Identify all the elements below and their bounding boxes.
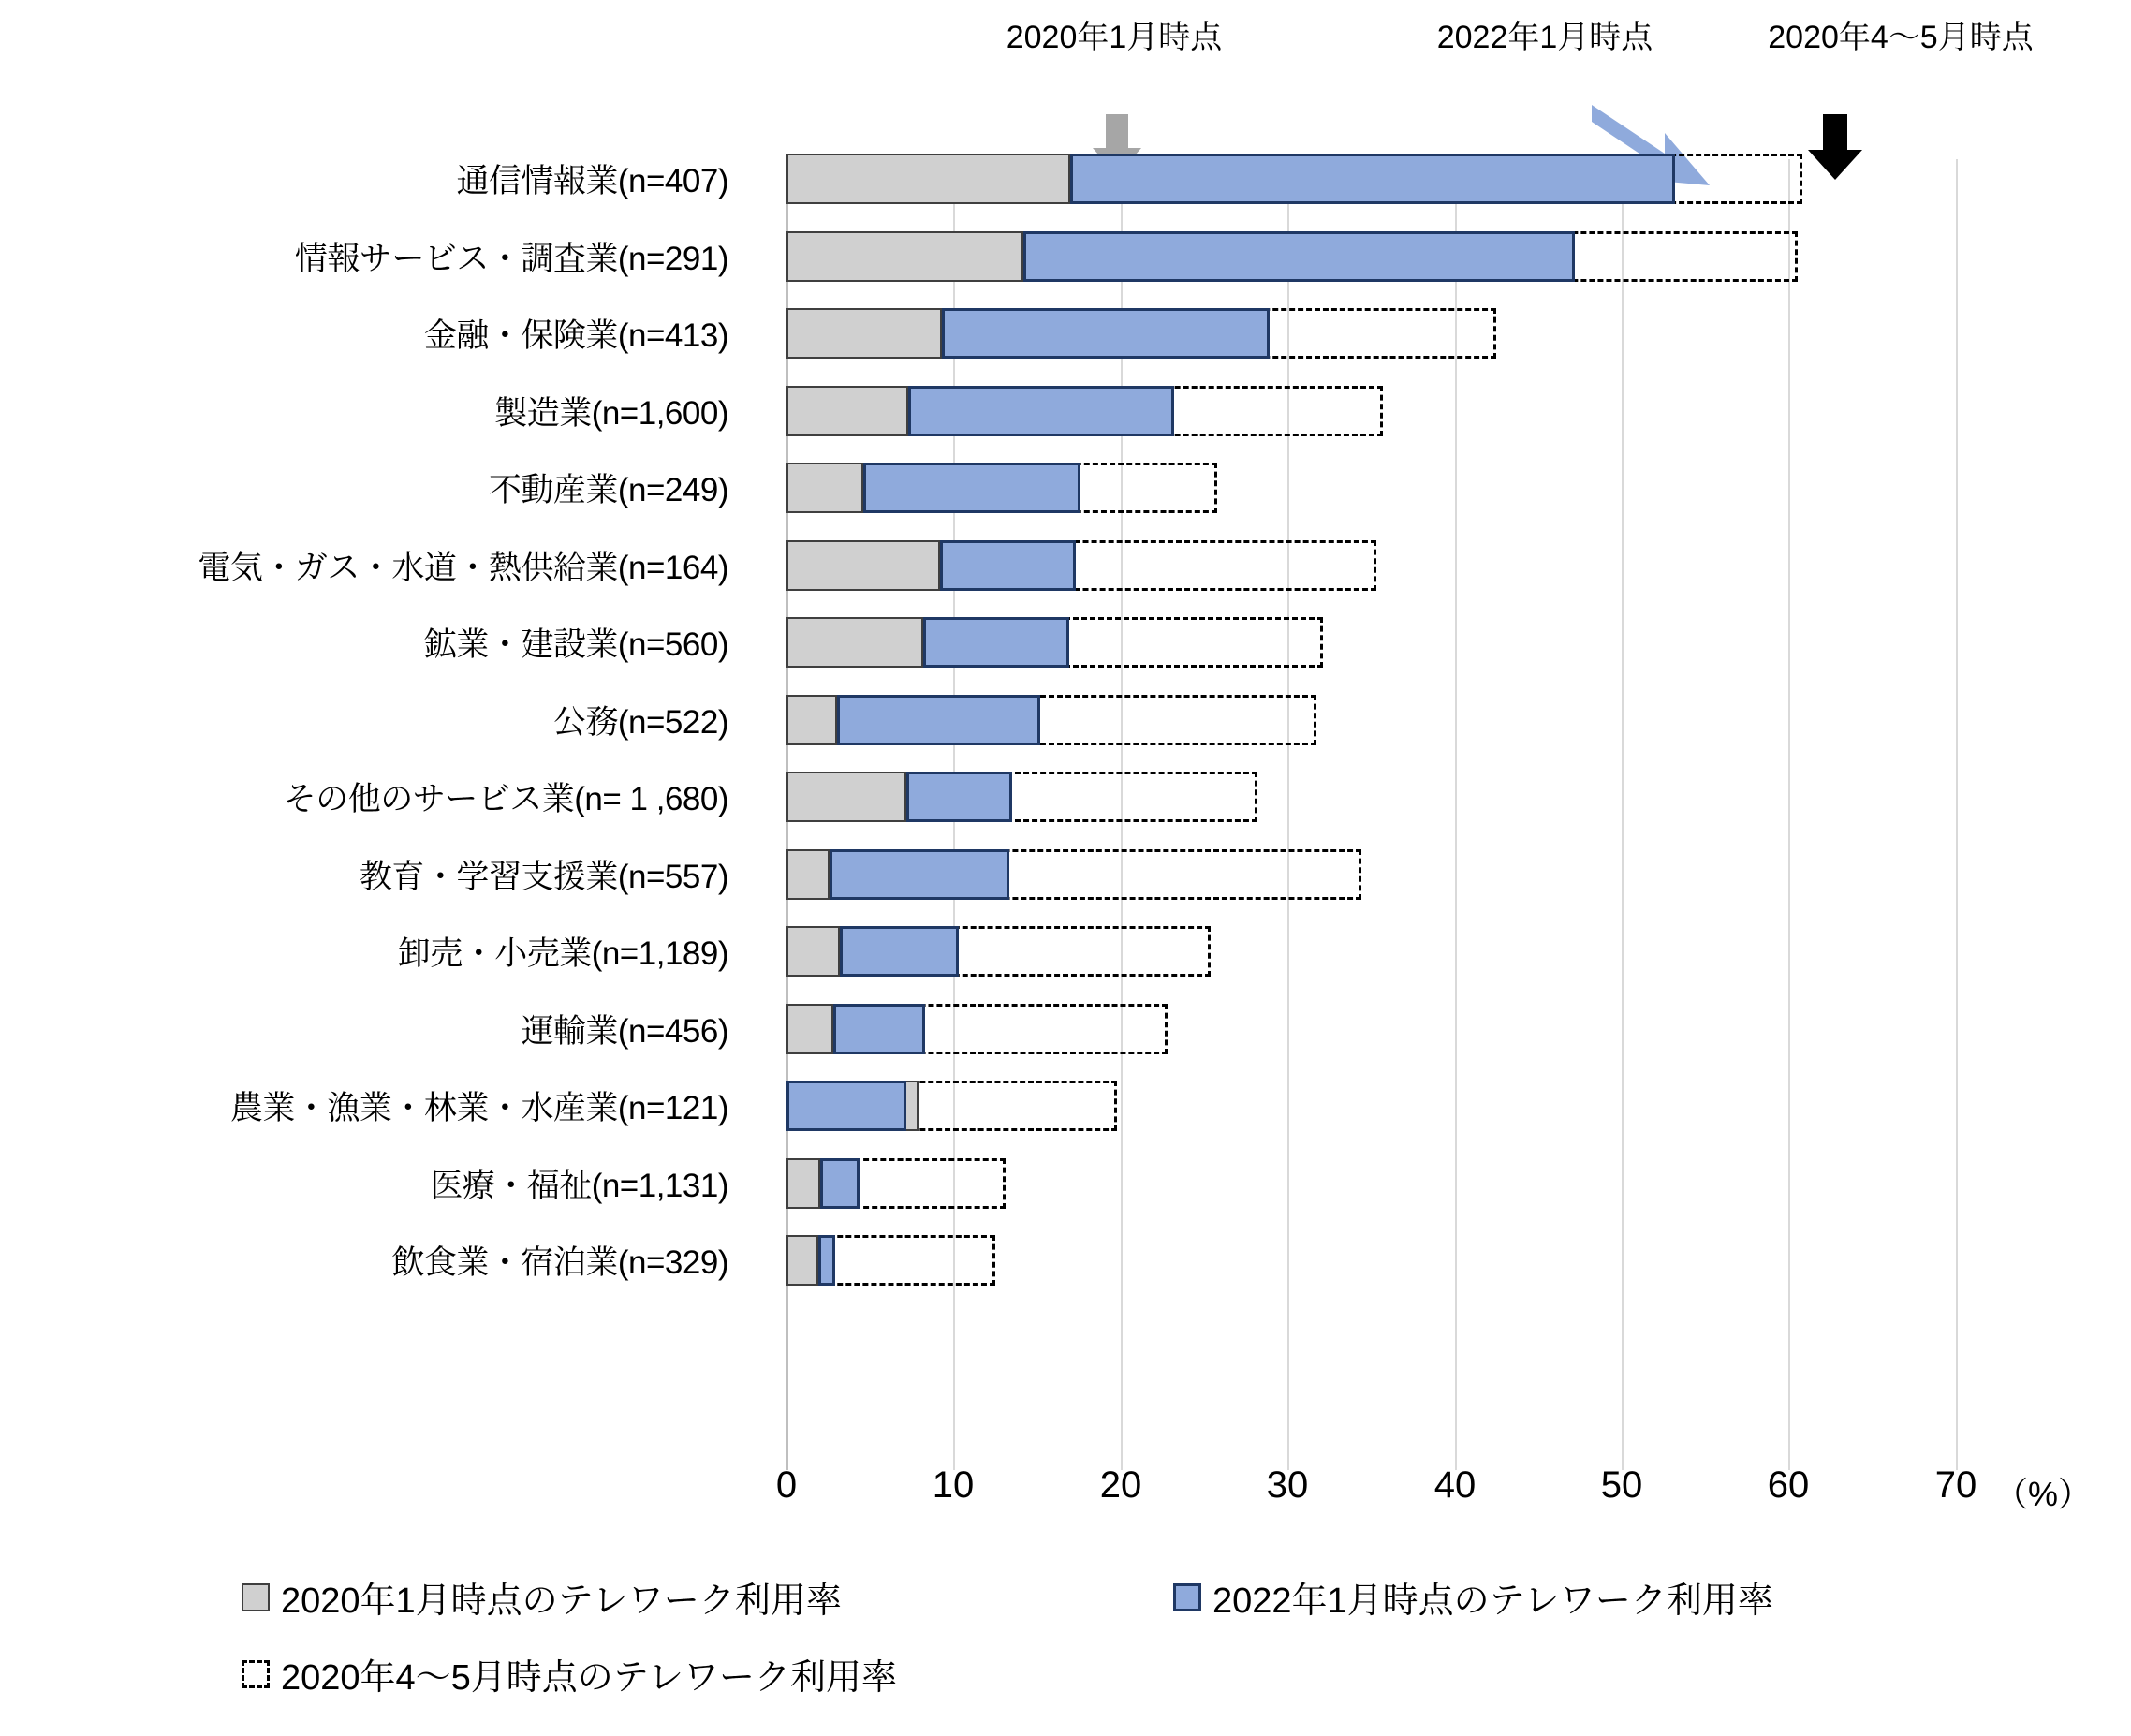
bar-2022-01 [1070,154,1675,204]
category-label: 製造業(n=1,600) [494,394,728,432]
bar-2020-01 [786,231,1023,282]
category-label: その他のサービス業(n= 1 ,680) [283,781,728,818]
annotation-2022-01-label: 2022年1月時点 [1436,20,1653,55]
category-label: 金融・保険業(n=413) [423,317,728,355]
legend-label: 2022年1月時点のテレワーク利用率 [1212,1582,1773,1621]
bar-chart [0,140,2131,1508]
category-label: 不動産業(n=249) [488,472,728,509]
legend-swatch-gray-icon [242,1583,270,1611]
x-axis [0,1464,2131,1530]
category-label: 運輸業(n=456) [521,1012,728,1050]
bar-2020-01 [786,308,942,359]
bar-2020-01 [786,772,906,822]
bar-2020-01 [786,849,830,900]
bar-2022-01 [820,1158,860,1209]
bar-2022-01 [908,386,1174,436]
annotation-2020-04-05 [1704,21,2097,55]
chart-row [0,1222,2131,1300]
bar-2020-01 [786,695,837,745]
bar-2020-01 [786,1158,820,1209]
chart-row [0,836,2131,914]
x-tick-40: 40 [1433,1464,1477,1506]
chart-row [0,449,2131,527]
bar-2022-01 [837,695,1040,745]
chart-row [0,140,2131,218]
chart-row [0,758,2131,836]
category-label: 飲食業・宿泊業(n=329) [391,1244,728,1282]
x-axis-unit: （%） [1994,1475,2093,1513]
category-label: 公務(n=522) [552,703,728,741]
legend-swatch-dashed-icon [242,1660,270,1688]
x-tick-60: 60 [1767,1464,1810,1506]
category-label: 電気・ガス・水道・熱供給業(n=164) [198,549,728,586]
chart-row [0,218,2131,296]
bar-2020-01 [786,386,908,436]
bar-2022-01 [942,308,1270,359]
bar-2022-01 [863,463,1080,513]
category-label: 教育・学習支援業(n=557) [359,858,728,895]
x-tick-10: 10 [932,1464,975,1506]
legend-swatch-blue-icon [1173,1583,1201,1611]
chart-row [0,604,2131,682]
bar-2022-01 [818,1235,835,1286]
legend-label: 2020年4〜5月時点のテレワーク利用率 [281,1658,898,1698]
chart-row [0,373,2131,450]
bar-2022-01 [923,617,1069,668]
x-tick-20: 20 [1099,1464,1142,1506]
category-label: 医療・福祉(n=1,131) [430,1167,728,1204]
bar-2020-01 [786,463,863,513]
category-label: 通信情報業(n=407) [456,163,728,200]
chart-row [0,991,2131,1068]
bar-2022-01 [1023,231,1575,282]
chart-row [0,527,2131,605]
bar-2020-01 [786,540,940,591]
chart-row [0,682,2131,759]
chart-legend [0,1554,2131,1732]
chart-row [0,1145,2131,1223]
bar-2020-01 [786,1004,833,1054]
x-tick-0: 0 [775,1464,798,1506]
chart-row [0,1067,2131,1145]
legend-item-2020-01 [242,1571,842,1623]
legend-label: 2020年1月時点のテレワーク利用率 [281,1582,842,1621]
bar-2020-01 [786,926,840,977]
annotation-2022-01 [1358,21,1732,55]
x-tick-70: 70 [1934,1464,1977,1506]
bar-2022-01 [940,540,1076,591]
category-label: 情報サービス・調査業(n=291) [294,240,728,277]
annotation-2020-04-05-label: 2020年4〜5月時点 [1768,20,2034,55]
bar-2022-01 [840,926,959,977]
legend-item-2020-04-05 [242,1648,897,1699]
bar-2020-01 [786,154,1070,204]
bar-2020-01 [786,1235,818,1286]
legend-item-2022-01 [1173,1571,1773,1623]
annotation-2020-01-label: 2020年1月時点 [1006,20,1223,55]
x-tick-50: 50 [1600,1464,1643,1506]
bar-2022-01 [906,772,1012,822]
chart-row [0,913,2131,991]
bar-2022-01 [830,849,1009,900]
bar-2022-01 [786,1081,906,1131]
annotation-2020-01 [955,21,1273,55]
category-label: 鉱業・建設業(n=560) [423,626,728,664]
chart-rows [0,140,2131,1300]
bar-2020-01 [786,617,923,668]
category-label: 農業・漁業・林業・水産業(n=121) [229,1090,728,1127]
category-label: 卸売・小売業(n=1,189) [397,935,728,973]
x-tick-30: 30 [1266,1464,1309,1506]
bar-2022-01 [833,1004,925,1054]
chart-row [0,295,2131,373]
